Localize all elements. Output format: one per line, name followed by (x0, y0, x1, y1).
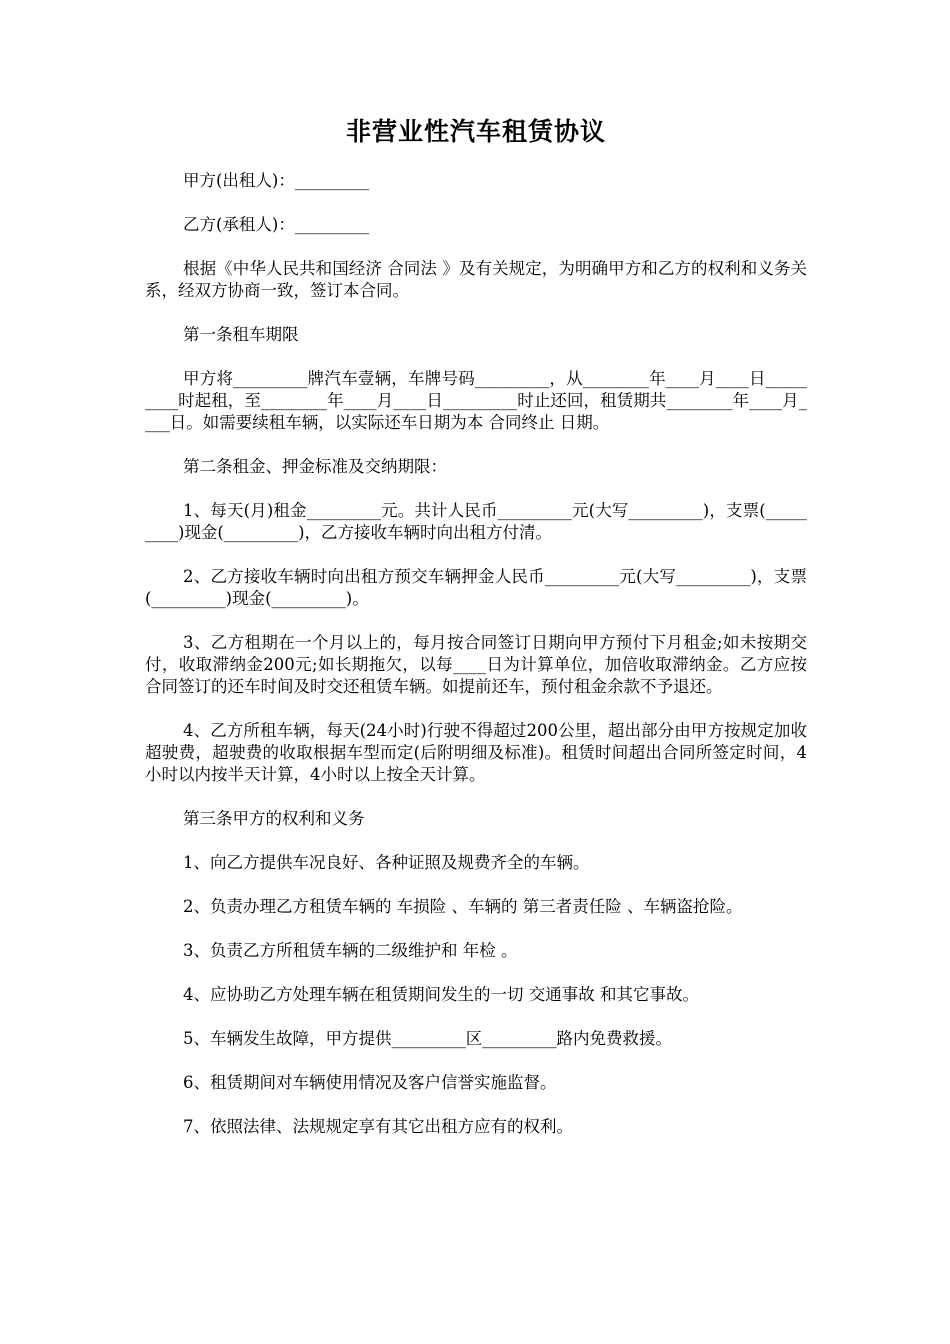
document-title: 非营业性汽车租赁协议 (345, 117, 606, 146)
article-3-heading: 第三条甲方的权利和义务 (183, 809, 365, 828)
article-2-item-4: 4、乙方所租车辆，每天(24小时)行驶不得超过200公里，超出部分由甲方按规定加收超驶费，超驶费的收取根据车型而定(后附明细及标准)。租赁时间超出合同所签定时间，4小时以内按半天计算，4小时以上按全天计算。 (145, 721, 807, 784)
article-2-item-3: 3、乙方租期在一个月以上的，每月按合同签订日期向甲方预付下月租金;如未按期交付，收取滞纳金200元;如长期拖欠，以每____日为计算单位，加倍收取滞纳金。乙方应按合同签订的还车时间及时交还租赁车辆。如提前还车，预付租金余款不予退还。 (145, 633, 807, 696)
document-page (145, 112, 807, 1160)
article-3-item-4: 4、应协助乙方处理车辆在租赁期间发生的一切 交通事故 和其它事故。 (183, 985, 699, 1004)
article-3-item-7: 7、依照法律、法规规定享有其它出租方应有的权利。 (183, 1117, 573, 1136)
article-2-item-1: 1、每天(月)租金_________元。共计人民币_________元(大写_________)，支票(_________)现金(_________)，乙方接收车辆时向出租方付清。 (145, 501, 807, 542)
article-2-item-2: 2、乙方接收车辆时向出租方预交车辆押金人民币_________元(大写_________)，支票(_________)现金(_________)。 (145, 567, 807, 608)
article-1-heading: 第一条租车期限 (183, 325, 299, 344)
article-2-heading: 第二条租金、押金标准及交纳期限： (183, 457, 447, 476)
article-1-paragraph: 甲方将_________牌汽车壹辆，车牌号码_________，从________年____月____日_________时起租，至________年____月____日_________时止还回，租赁期共________年____月____日。如需要续租车辆，以实际还车日期为本 合同终止 日期。 (145, 369, 808, 432)
preamble-paragraph: 根据《中华人民共和国经济 合同法 》及有关规定，为明确甲方和乙方的权利和义务关系，经双方协商一致，签订本合同。 (145, 259, 807, 300)
article-3-item-2: 2、负责办理乙方租赁车辆的 车损险 、车辆的 第三者责任险 、车辆盗抢险。 (183, 897, 743, 916)
article-3-item-3: 3、负责乙方所租赁车辆的二级维护和 年检 。 (183, 941, 518, 960)
party-b-line: 乙方(承租人)：_________ (183, 215, 370, 234)
article-3-item-6: 6、租赁期间对车辆使用情况及客户信誉实施监督。 (183, 1073, 557, 1092)
article-3-item-1: 1、向乙方提供车况良好、各种证照及规费齐全的车辆。 (183, 853, 590, 872)
party-a-line: 甲方(出租人)：_________ (183, 171, 370, 190)
article-3-item-5: 5、车辆发生故障，甲方提供_________区_________路内免费救援。 (183, 1029, 672, 1048)
